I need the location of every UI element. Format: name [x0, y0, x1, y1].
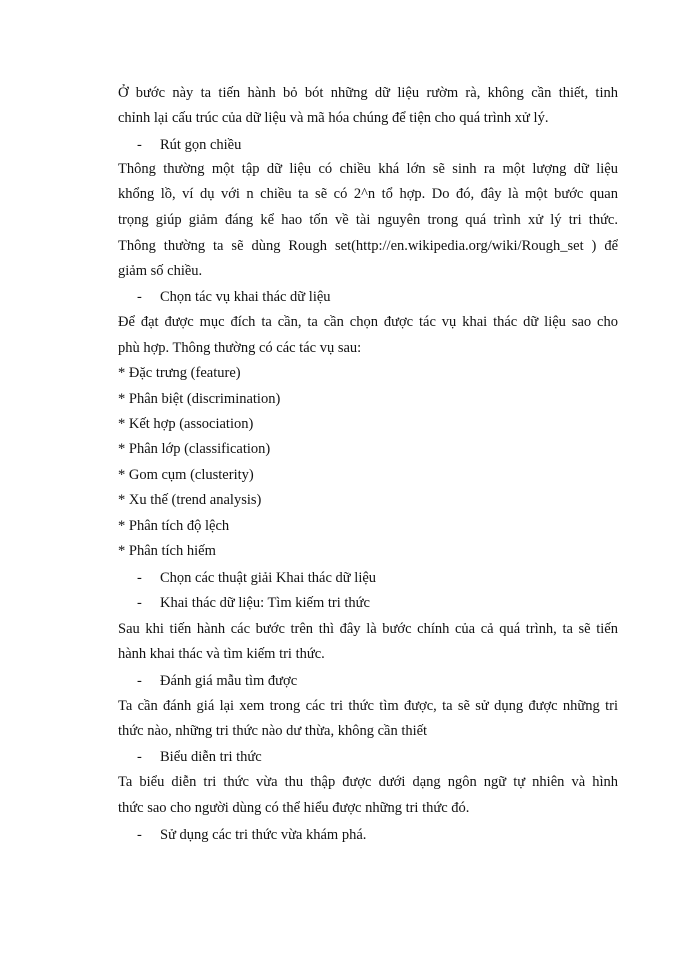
- bullet-khai-thac-du-lieu: Khai thác dữ liệu: Tìm kiếm tri thức: [160, 595, 370, 611]
- paragraph-1-line-1: Ở bước này ta tiến hành bỏ bót những dữ liệu rườm rà, không cần thiết, tinh: [118, 85, 618, 101]
- task-item: * Phân tích độ lệch: [118, 518, 230, 534]
- bullet-rut-gon-chieu: Rút gọn chiều: [160, 137, 242, 153]
- paragraph-2-line-4: Thông thường ta sẽ dùng Rough set(http://en.wikipedia.org/wiki/Rough_set ) để: [118, 238, 618, 254]
- paragraph-5-line-1: Ta cần đánh giá lại xem trong các tri thức tìm được, ta sẽ sử dụng được những tri: [118, 698, 618, 714]
- task-item: * Đặc trưng (feature): [118, 365, 241, 381]
- paragraph-4-line-1: Sau khi tiến hành các bước trên thì đây là bước chính của cả quá trình, ta sẽ tiến: [118, 621, 618, 637]
- bullet-bieu-dien-tri-thuc: Biểu diễn tri thức: [160, 749, 262, 765]
- paragraph-6-line-1: Ta biểu diễn tri thức vừa thu thập được dưới dạng ngôn ngữ tự nhiên và hình: [118, 774, 618, 790]
- bullet-dash: -: [137, 137, 142, 153]
- bullet-dash: -: [137, 570, 142, 586]
- paragraph-4-line-2: hành khai thác và tìm kiếm tri thức.: [118, 646, 325, 662]
- bullet-dash: -: [137, 827, 142, 843]
- paragraph-5-line-2: thức nào, những tri thức nào dư thừa, không cần thiết: [118, 723, 428, 739]
- paragraph-2-line-2: khổng lồ, ví dụ với n chiều ta sẽ có 2^n tổ hợp. Do đó, đây là một bước quan: [118, 186, 618, 202]
- bullet-dash: -: [137, 289, 142, 305]
- task-item: * Phân biệt (discrimination): [118, 391, 281, 407]
- paragraph-2-line-1: Thông thường một tập dữ liệu có chiều khá lớn sẽ sinh ra một lượng dữ liệu: [118, 161, 618, 177]
- bullet-dash: -: [137, 673, 142, 689]
- task-item: * Kết hợp (association): [118, 416, 254, 432]
- bullet-chon-tac-vu: Chọn tác vụ khai thác dữ liệu: [160, 289, 331, 305]
- bullet-danh-gia-mau: Đánh giá mẫu tìm được: [160, 673, 298, 689]
- bullet-chon-thuat-giai: Chọn các thuật giải Khai thác dữ liệu: [160, 570, 377, 586]
- bullet-su-dung-tri-thuc: Sử dụng các tri thức vừa khám phá.: [160, 827, 367, 843]
- paragraph-6-line-2: thức sao cho người dùng có thể hiểu được những tri thức đó.: [118, 800, 470, 816]
- bullet-dash: -: [137, 595, 142, 611]
- bullet-dash: -: [137, 749, 142, 765]
- task-item: * Gom cụm (clusterity): [118, 467, 254, 483]
- paragraph-3-line-1: Để đạt được mục đích ta cần, ta cần chọn được tác vụ khai thác dữ liệu sao cho: [118, 314, 618, 330]
- paragraph-2-line-3: trọng giúp giảm đáng kể hao tốn về tài nguyên trong quá trình xử lý tri thức.: [118, 212, 618, 228]
- paragraph-1-line-2: chỉnh lại cấu trúc của dữ liệu và mã hóa chúng để tiện cho quá trình xử lý.: [118, 110, 549, 126]
- paragraph-2-line-5: giảm số chiều.: [118, 263, 203, 279]
- task-item: * Xu thế (trend analysis): [118, 492, 262, 508]
- task-item: * Phân lớp (classification): [118, 441, 271, 457]
- paragraph-3-line-2: phù hợp. Thông thường có các tác vụ sau:: [118, 340, 362, 356]
- task-item: * Phân tích hiếm: [118, 543, 216, 559]
